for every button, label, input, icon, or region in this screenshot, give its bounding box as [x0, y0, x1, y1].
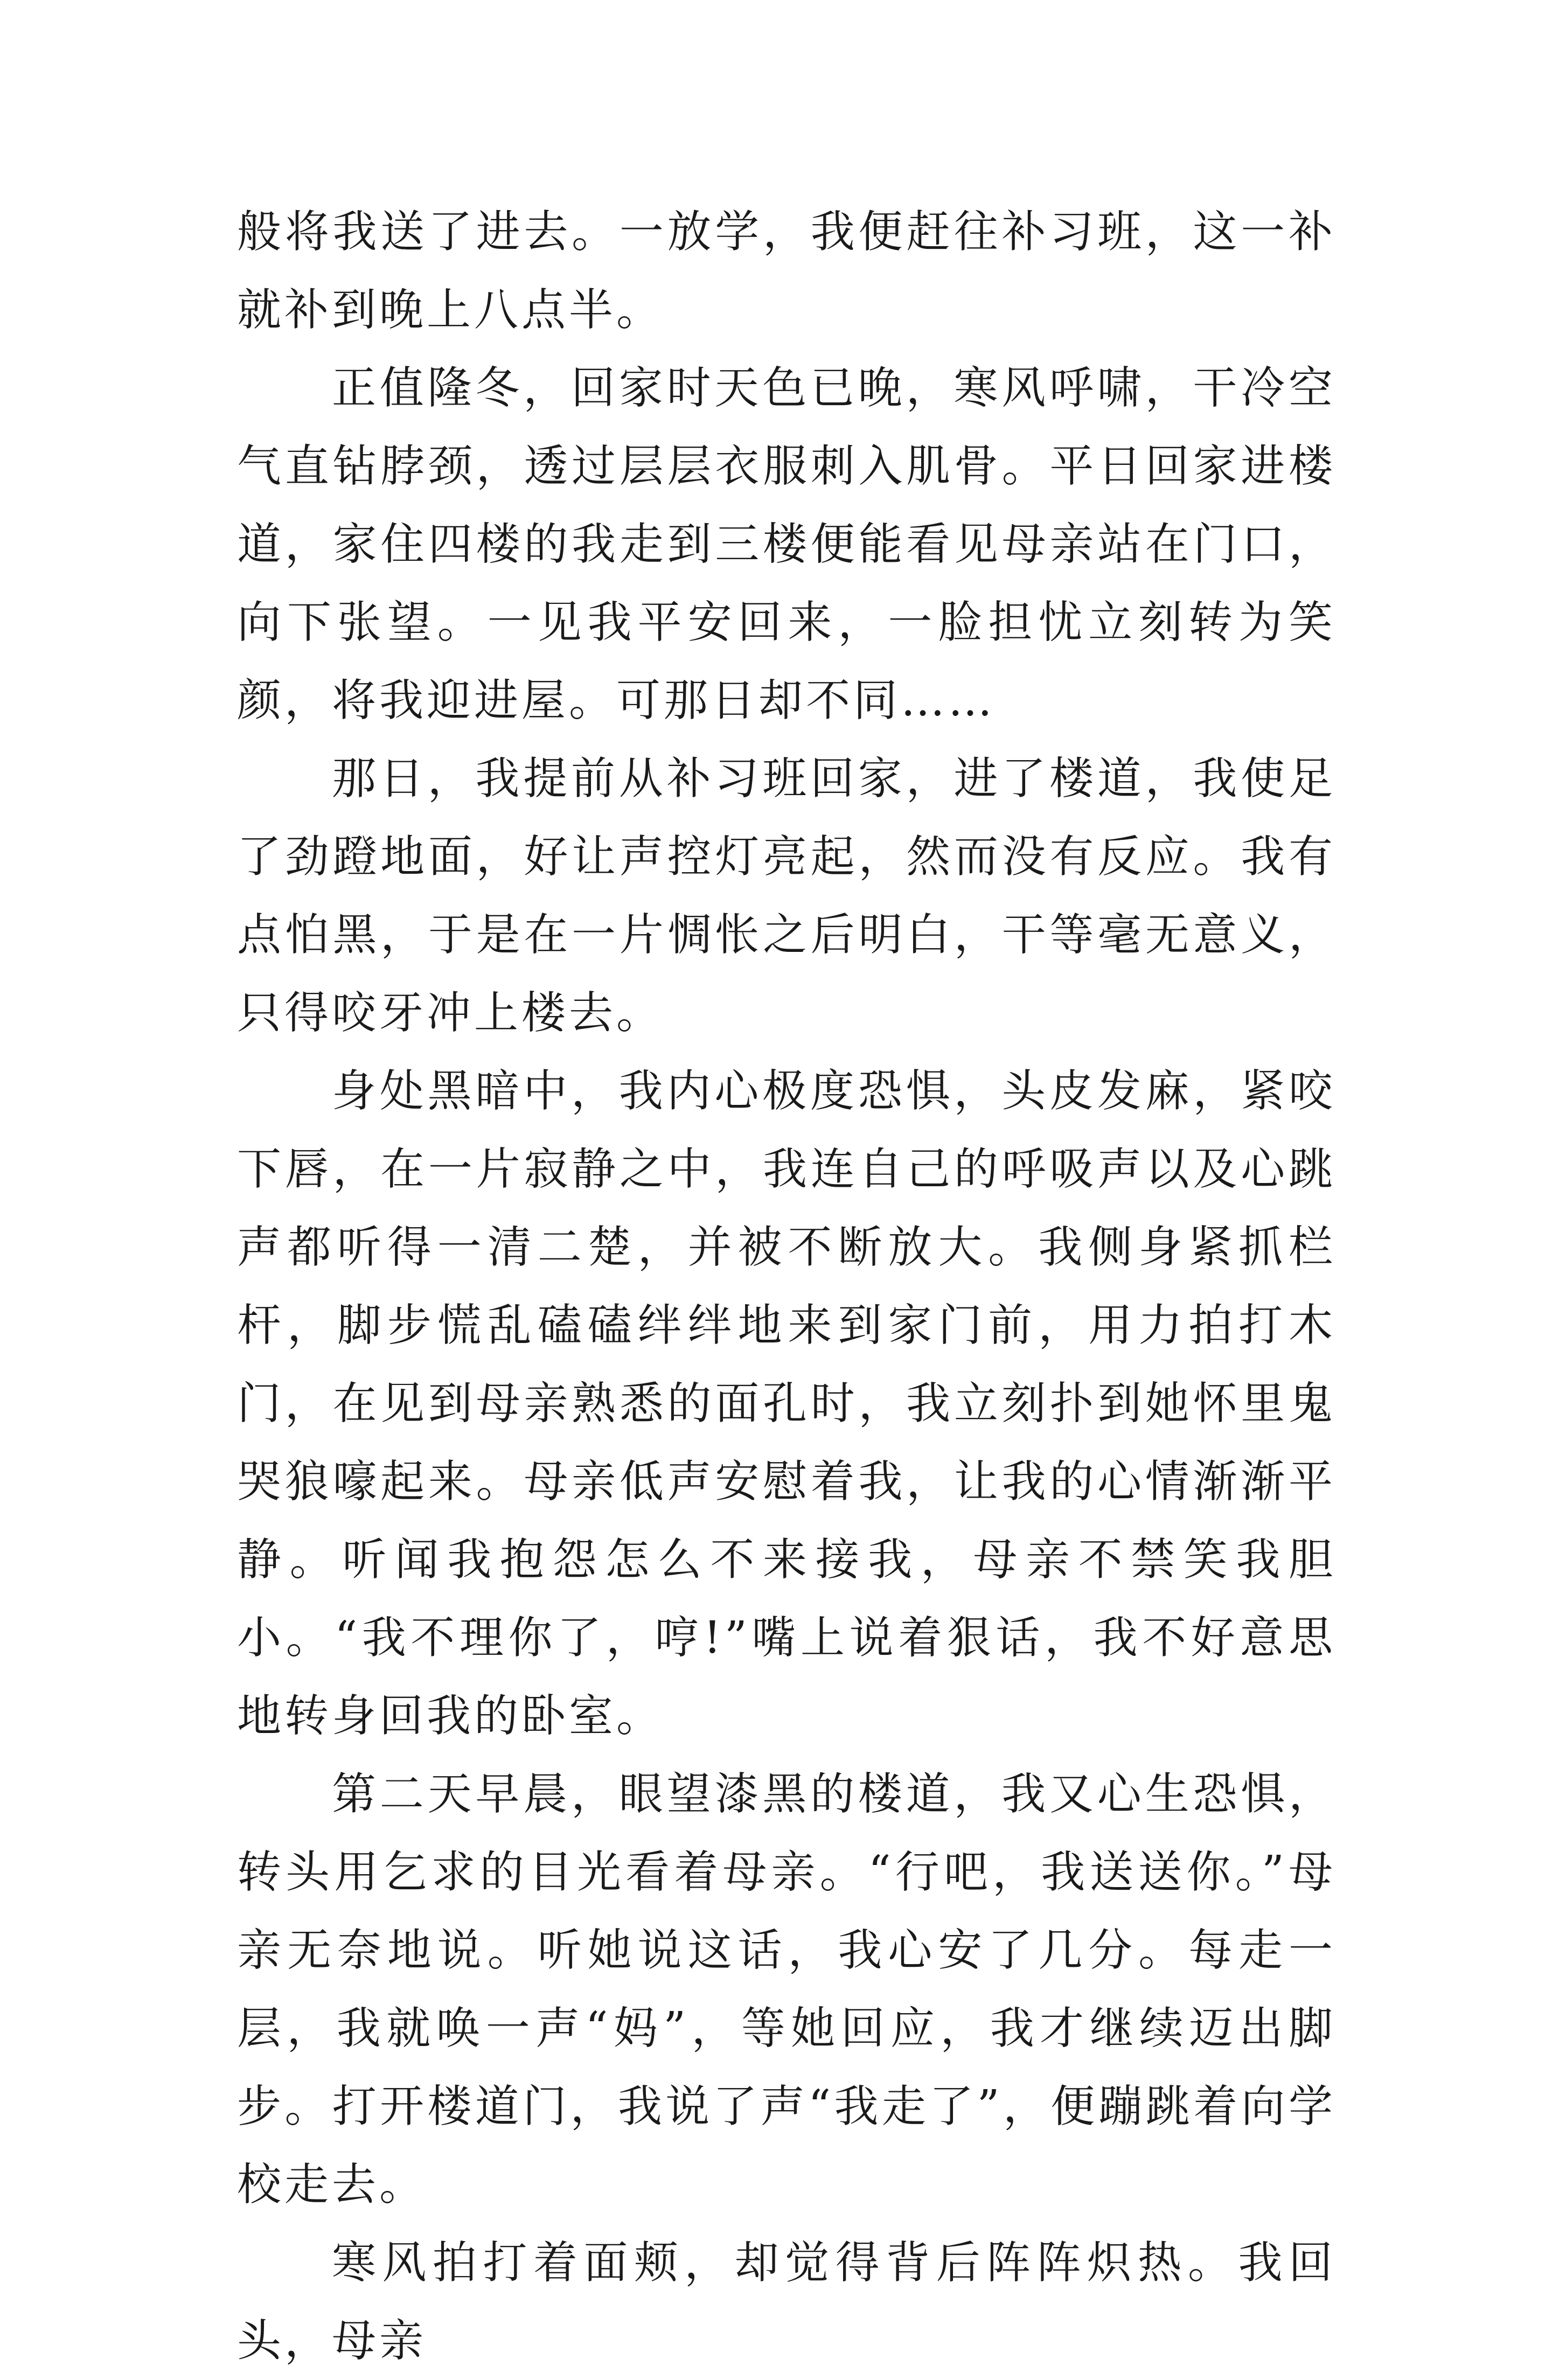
paragraph: 般将我送了进去。一放学，我便赶往补习班，这一补就补到晚上八点半。: [237, 206, 1336, 336]
paragraph: 身处黑暗中，我内心极度恐惧，头皮发麻，紧咬下唇，在一片寂静之中，我连自己的呼吸声以及心跳声都听得一清二楚，并被不断放大。我侧身紧抓栏杆，脚步慌乱磕磕绊绊地来到家门前，用力拍打木门，在见到母亲熟悉的面孔时，我立刻扑到她怀里鬼哭狼嚎起来。母亲低声安慰着我，让我的心情渐渐平静。听闻我抱怨怎么不来接我，母亲不禁笑我胆小。“我不理你了，哼!”嘴上说着狠话，我不好意思地转身回我的卧室。: [237, 1066, 1336, 1742]
document-body: [237, 193, 1336, 2380]
paragraph: 那日，我提前从补习班回家，进了楼道，我使足了劲蹬地面，好让声控灯亮起，然而没有反应。我有点怕黑，于是在一片惆怅之后明白，干等毫无意义，只得咬牙冲上楼去。: [237, 753, 1336, 1039]
paragraph: 第二天早晨，眼望漆黑的楼道，我又心生恐惧，转头用乞求的目光看着母亲。“行吧，我送送你。”母亲无奈地说。听她说这话，我心安了几分。每走一层，我就唤一声“妈”，等她回应，我才继续迈出脚步。打开楼道门，我说了声“我走了”，便蹦跳着向学校走去。: [237, 1769, 1336, 2210]
paragraph: 寒风拍打着面颊，却觉得背后阵阵炽热。我回头，母亲: [237, 2237, 1336, 2367]
paragraph: 正值隆冬，回家时天色已晚，寒风呼啸，干冷空气直钻脖颈，透过层层衣服刺入肌骨。平日回家进楼道，家住四楼的我走到三楼便能看见母亲站在门口，向下张望。一见我平安回来，一脸担忧立刻转为笑颜，将我迎进屋。可那日却不同……: [237, 363, 1336, 726]
